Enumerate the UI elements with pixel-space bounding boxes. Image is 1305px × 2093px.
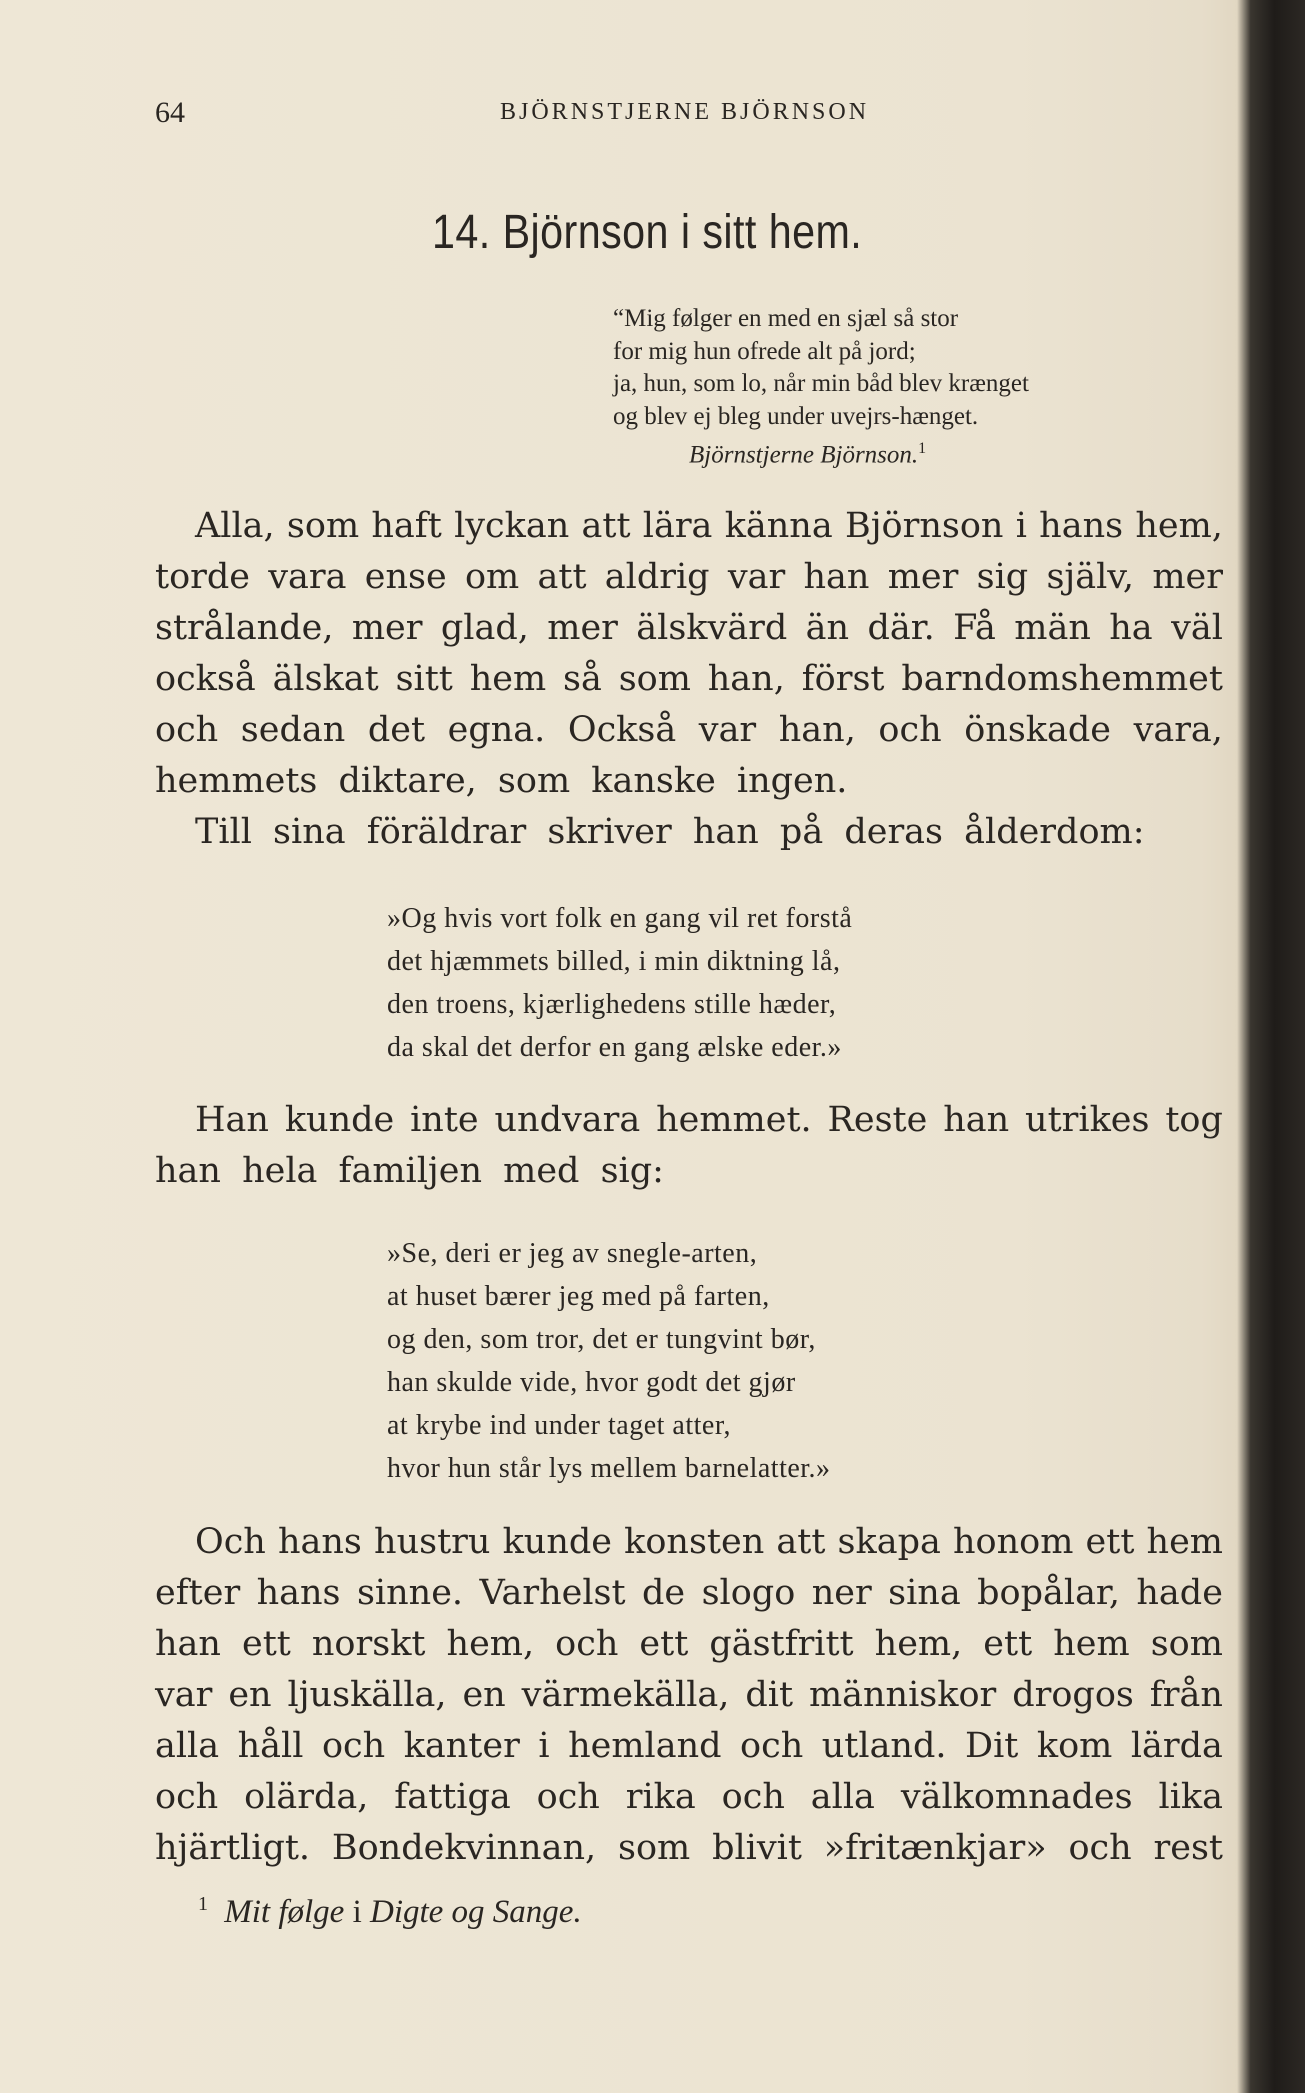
epigraph-line: og blev ej bleg under uvejrs-hænget.: [613, 402, 979, 430]
page-number: 64: [155, 96, 185, 129]
paragraph-line: Till sina föräldrar skriver han på deras ålderdom:: [195, 812, 1145, 852]
paragraph-line: och sedan det egna. Också var han, och önskade vara,: [155, 710, 1223, 750]
paragraph-line: Han kunde inte undvara hemmet. Reste han utrikes tog: [195, 1100, 1223, 1140]
poem-line: da skal det derfor en gang ælske eder.»: [387, 1032, 842, 1063]
footnote: [198, 1893, 1098, 1931]
running-title: BJÖRNSTJERNE BJÖRNSON: [500, 99, 870, 125]
footnote-connector: i: [352, 1894, 362, 1930]
poem-line: og den, som tror, det er tungvint bør,: [387, 1324, 816, 1355]
poem-line: at krybe ind under taget atter,: [387, 1410, 732, 1441]
paragraph-line: och olärda, fattiga och rika och alla välkomnades lika: [155, 1777, 1223, 1817]
paragraph-2: [155, 1095, 1223, 1197]
poem-line: at huset bærer jeg med på farten,: [387, 1281, 770, 1312]
footnote-reference: 1: [918, 440, 927, 457]
paragraph-line: hemmets diktare, som kanske ingen.: [155, 761, 848, 801]
paragraph-line: alla håll och kanter i hemland och utland. Dit kom lärda: [155, 1726, 1223, 1766]
poem-line: den troens, kjærlighedens stille hæder,: [387, 989, 837, 1020]
epigraph-line: ja, hun, som lo, når min båd blev krænget: [613, 370, 1029, 397]
epigraph-author-name: Björnstjerne Björnson.: [689, 441, 919, 469]
poem-line: »Se, deri er jeg av snegle-arten,: [387, 1238, 758, 1269]
chapter-title: 14. Björnson i sitt hem.: [432, 206, 863, 259]
paragraph-1: [155, 501, 1223, 858]
poem-line: hvor hun står lys mellem barnelatter.»: [387, 1453, 831, 1484]
poem-quote-1: [387, 897, 1187, 1069]
paragraph-line: Och hans hustru kunde konsten att skapa honom ett hem: [195, 1522, 1223, 1562]
paragraph-3: [155, 1517, 1223, 1874]
poem-line: »Og hvis vort folk en gang vil ret forstå: [387, 903, 853, 934]
poem-line: det hjæmmets billed, i min diktning lå,: [387, 946, 841, 977]
paragraph-line: han ett norskt hem, och ett gästfritt hem, ett hem som: [155, 1624, 1223, 1664]
footnote-title: Mit følge: [224, 1894, 345, 1930]
footnote-marker: 1: [198, 1893, 208, 1915]
paragraph-line: var en ljuskälla, en värmekälla, dit människor drogos från: [155, 1675, 1223, 1715]
epigraph: [613, 303, 1233, 472]
paragraph-line: strålande, mer glad, mer älskvärd än där. Få män ha väl: [155, 608, 1223, 648]
epigraph-line: for mig hun ofrede alt på jord;: [613, 337, 916, 365]
paragraph-line: han hela familjen med sig:: [155, 1151, 664, 1191]
epigraph-author: [689, 433, 1233, 472]
footnote-source: Digte og Sange.: [369, 1894, 582, 1930]
book-spine-shadow: [1237, 0, 1305, 2093]
running-header: [155, 96, 1225, 132]
epigraph-line: “Mig følger en med en sjæl så stor: [613, 305, 959, 332]
paragraph-line: hjärtligt. Bondekvinnan, som blivit »fritænkjar» och rest: [155, 1828, 1223, 1868]
paragraph-line: torde vara ense om att aldrig var han mer sig själv, mer: [155, 557, 1223, 597]
paragraph-line: efter hans sinne. Varhelst de slogo ner sina bopålar, hade: [155, 1573, 1223, 1613]
paragraph-line: också älskat sitt hem så som han, först barndomshemmet: [155, 659, 1223, 699]
poem-quote-2: [387, 1232, 1187, 1490]
paragraph-line: Alla, som haft lyckan att lära känna Björnson i hans hem,: [195, 506, 1223, 546]
poem-line: han skulde vide, hvor godt det gjør: [387, 1367, 796, 1398]
